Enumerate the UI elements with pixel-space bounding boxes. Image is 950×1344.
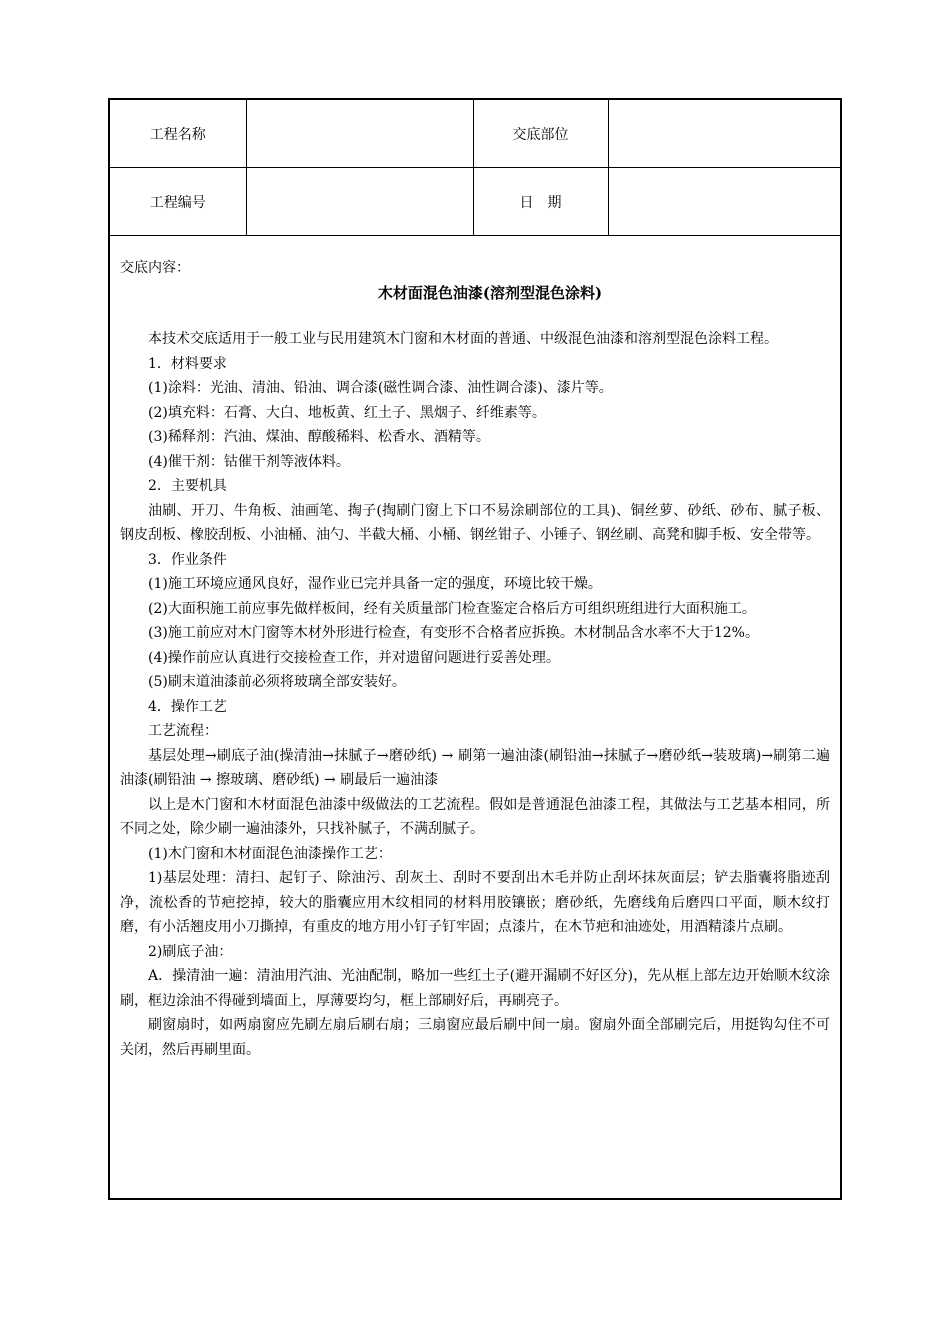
paragraph: 4．操作工艺 bbox=[148, 698, 227, 715]
paragraph: (1)涂料：光油、清油、铅油、调合漆(磁性调合漆、油性调合漆)、漆片等。 bbox=[148, 380, 613, 396]
paragraph: 2)刷底子油： bbox=[148, 943, 233, 960]
paragraph: (4)催干剂：钴催干剂等液体料。 bbox=[148, 453, 350, 470]
paragraph: 1．材料要求 bbox=[148, 355, 227, 372]
paragraph: 刷窗扇时，如两扇窗应先刷左扇后刷右扇；三扇窗应最后刷中间一扇。窗扇外面全部刷完后，用挺钩勾住不可关闭，然后再刷里面。 bbox=[120, 1017, 830, 1058]
location-label: 交底部位 bbox=[473, 100, 608, 168]
date-value bbox=[608, 168, 840, 236]
paragraph: (2)填充料：石膏、大白、地板黄、红土子、黑烟子、纤维素等。 bbox=[148, 404, 546, 421]
paragraph: (2)大面积施工前应事先做样板间，经有关质量部门检查鉴定合格后方可组织班组进行大面积施工。 bbox=[148, 600, 756, 617]
project-name-label: 工程名称 bbox=[110, 100, 246, 168]
content-title: 木材面混色油漆(溶剂型混色涂料) bbox=[377, 283, 603, 302]
header-row-2 bbox=[110, 168, 840, 236]
paragraph: 2．主要机具 bbox=[148, 478, 227, 494]
paragraph: (1)木门窗和木材面混色油漆操作工艺： bbox=[148, 845, 392, 862]
content-label: 交底内容： bbox=[120, 260, 190, 276]
paragraph: 本技术交底适用于一般工业与民用建筑木门窗和木材面的普通、中级混色油漆和溶剂型混色涂料工程。 bbox=[148, 331, 778, 347]
paragraph: 3．作业条件 bbox=[148, 551, 227, 568]
paragraph: 以上是木门窗和木材面混色油漆中级做法的工艺流程。假如是普通混色油漆工程，其做法与工艺基本相同，所不同之处，除少刷一遍油漆外，只找补腻子，不满刮腻子。 bbox=[120, 796, 830, 837]
date-label: 日 期 bbox=[473, 168, 608, 236]
paragraph: 油刷、开刀、牛角板、油画笔、掏子(掏刷门窗上下口不易涂刷部位的工具)、铜丝萝、砂纸、砂布、腻子板、钢皮刮板、橡胶刮板、小油桶、油勺、半截大桶、小桶、钢丝钳子、小锤子、钢丝刷、高凳和脚手板、安全带等。 bbox=[120, 502, 830, 543]
paragraph: 基层处理→刷底子油(操清油→抹腻子→磨砂纸) → 刷第一遍油漆(刷铅油→抹腻子→磨砂纸→装玻璃)→刷第二遍油漆(刷铅油 → 擦玻璃、磨砂纸) → 刷最后一遍油漆 bbox=[120, 747, 830, 788]
paragraph: A．操清油一遍：清油用汽油、光油配制，略加一些红土子(避开漏刷不好区分)，先从框上部左边开始顺木纹涂刷，框边涂油不得碰到墙面上，厚薄要均匀，框上部刷好后，再刷亮子。 bbox=[120, 968, 830, 1009]
disclosure-content bbox=[110, 236, 840, 1062]
technical-disclosure-form bbox=[108, 98, 842, 1200]
paragraph: (3)稀释剂：汽油、煤油、醇酸稀料、松香水、酒精等。 bbox=[148, 429, 490, 445]
paragraph: (3)施工前应对木门窗等木材外形进行检查，有变形不合格者应拆换。木材制品含水率不大于12%。 bbox=[148, 625, 759, 641]
paragraph: 1)基层处理：清扫、起钉子、除油污、刮灰土、刮时不要刮出木毛并防止刮坏抹灰面层；铲去脂囊将脂迹刮净，流松香的节疤挖掉，较大的脂囊应用木纹相同的材料用胶镶嵌；磨砂纸，先磨线角后磨四口平面，顺木纹打磨，有小活翘皮用小刀撕掉，有重皮的地方用小钉子钉牢固；点漆片，在木节疤和油迹处，用酒精漆片点刷。 bbox=[120, 870, 830, 935]
paragraph: (4)操作前应认真进行交接检查工作，并对遗留问题进行妥善处理。 bbox=[148, 649, 560, 666]
paragraph: 工艺流程： bbox=[148, 723, 218, 739]
header-table bbox=[110, 100, 840, 236]
project-no-value bbox=[246, 168, 473, 236]
project-no-label: 工程编号 bbox=[110, 168, 246, 236]
location-value bbox=[608, 100, 840, 168]
project-name-value bbox=[246, 100, 473, 168]
header-row-1 bbox=[110, 100, 840, 168]
paragraph: (1)施工环境应通风良好，湿作业已完并具备一定的强度，环境比较干燥。 bbox=[148, 576, 602, 592]
paragraph: (5)刷末道油漆前必须将玻璃全部安装好。 bbox=[148, 674, 406, 690]
